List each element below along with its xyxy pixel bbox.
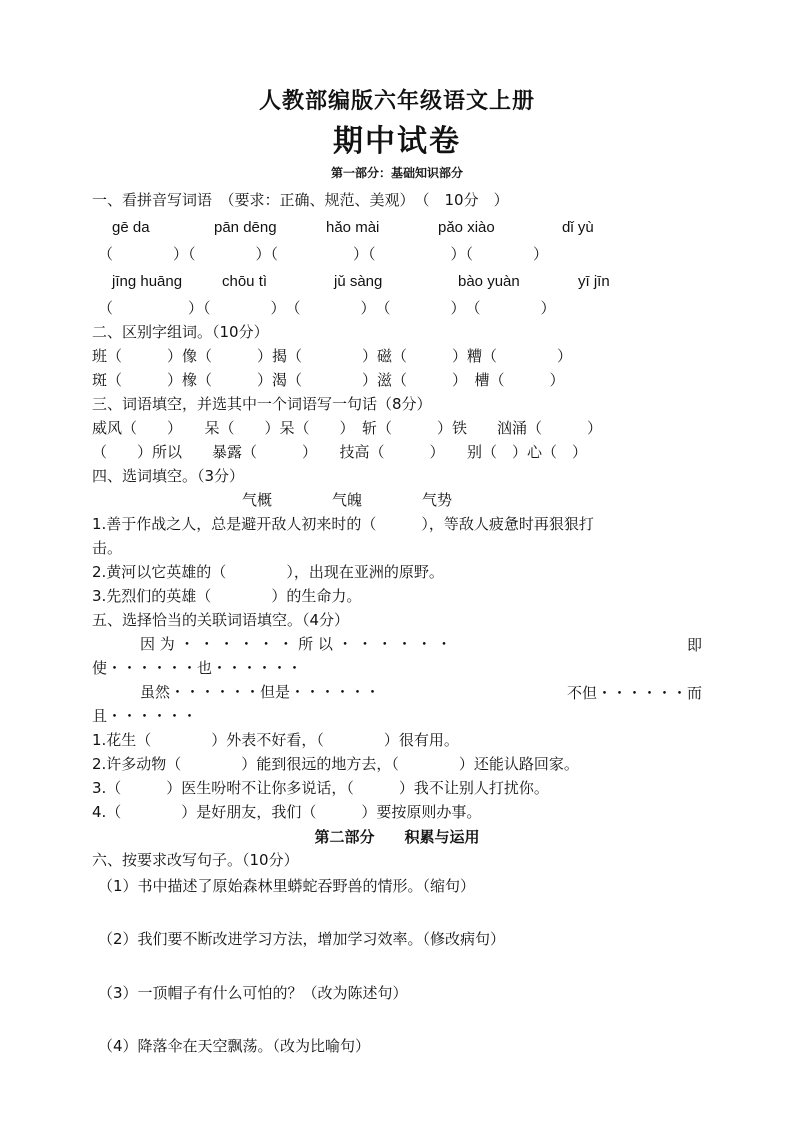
q2-row1: 班（ ）像（ ）揭（ ）磁（ ）糟（ ） bbox=[92, 347, 573, 365]
q5-sentence-1: 1.花生（ ）外表不好看，（ ）很有用。 bbox=[92, 731, 459, 749]
q4-heading: 四、选词填空。（3分） bbox=[92, 467, 245, 485]
q6-sentence-2: （2）我们要不断改进学习方法，增加学习效率。（修改病句） bbox=[98, 930, 506, 948]
q4-sentence-1-cont: 击。 bbox=[92, 539, 123, 557]
pinyin-9: bào yuàn bbox=[458, 273, 520, 290]
q4-sentence-1: 1.善于作战之人，总是避开敌人初来时的（ ），等敌人疲惫时再狠狠打 bbox=[92, 515, 594, 533]
pinyin-2: pān dēng bbox=[214, 219, 277, 236]
q5-sentence-3: 3.（ ）医生吩咐不让你多说话，（ ）我不让别人打扰你。 bbox=[92, 779, 549, 797]
exam-title: 人教部编版六年级语文上册 bbox=[258, 88, 535, 114]
q3-row1: 威风（ ） 呆（ ）呆（ ） 斩（ ）铁 汹涌（ ） bbox=[92, 419, 603, 437]
q5-pair-3: 虽然・・・・・・但是・・・・・・ bbox=[140, 683, 381, 701]
q6-heading: 六、按要求改写句子。（10分） bbox=[92, 851, 299, 869]
part2-heading: 第二部分 积累与运用 bbox=[314, 828, 480, 846]
q5-pair-2-start: 即 bbox=[686, 636, 702, 654]
pinyin-7: chōu tì bbox=[222, 273, 268, 290]
q5-sentence-2: 2.许多动物（ ）能到很远的地方去，（ ）还能认路回家。 bbox=[92, 755, 579, 773]
pinyin-6: jīng huāng bbox=[112, 273, 183, 290]
q5-pair-4-start: 不但・・・・・・而 bbox=[566, 684, 702, 702]
pinyin-5: dǐ yù bbox=[562, 219, 594, 236]
exam-main-title: 期中试卷 bbox=[333, 124, 461, 159]
q6-sentence-1: （1）书中描述了原始森林里蟒蛇吞野兽的情形。（缩句） bbox=[98, 877, 476, 895]
q4-sentence-3: 3.先烈们的英雄（ ）的生命力。 bbox=[92, 587, 362, 605]
q5-pair-4-end: 且・・・・・・ bbox=[92, 707, 198, 725]
q4-options: 气概 气魄 气势 bbox=[242, 491, 453, 509]
pinyin-3: hǎo mài bbox=[326, 219, 380, 236]
q1-blanks-row2: （ ）（ ） （ ） （ ） （ ） bbox=[98, 299, 556, 317]
q5-sentence-4: 4.（ ）是好朋友，我们（ ）要按原则办事。 bbox=[92, 803, 482, 821]
q6-sentence-4: （4）降落伞在天空飘荡。（改为比喻句） bbox=[98, 1037, 371, 1055]
q6-sentence-3: （3）一顶帽子有什么可怕的？（改为陈述句） bbox=[98, 984, 408, 1002]
q5-pair-1: 因 为 ・ ・ ・ ・ ・ ・ 所 以 ・ ・ ・ ・ ・ ・ bbox=[140, 635, 452, 653]
q2-row2: 斑（ ）橡（ ）渴（ ）滋（ ） 槽（ ） bbox=[92, 371, 565, 389]
q1-blanks-row1: （ ）（ ）（ ）（ ）（ ） bbox=[98, 245, 549, 263]
q3-heading: 三、词语填空，并选其中一个词语写一句话（8分） bbox=[92, 395, 432, 413]
pinyin-1: gē da bbox=[112, 219, 150, 236]
part1-heading: 第一部分：基础知识部分 bbox=[330, 166, 463, 180]
q2-heading: 二、区别字组词。（10分） bbox=[92, 323, 269, 341]
q3-row2: （ ）所以 暴露（ ） 技高（ ） 别（ ）心（ ） bbox=[92, 443, 588, 461]
q4-sentence-2: 2.黄河以它英雄的（ ），出现在亚洲的原野。 bbox=[92, 563, 444, 581]
q5-heading: 五、选择恰当的关联词语填空。（4分） bbox=[92, 611, 350, 629]
pinyin-8: jǔ sàng bbox=[334, 273, 383, 290]
pinyin-4: pǎo xiào bbox=[438, 219, 495, 236]
q1-heading: 一、看拼音写词语 （要求：正确、规范、美观） （ 10分 ） bbox=[92, 191, 509, 209]
q5-pair-2-end: 使・・・・・・也・・・・・・ bbox=[92, 659, 303, 677]
pinyin-10: yī jīn bbox=[578, 273, 610, 290]
